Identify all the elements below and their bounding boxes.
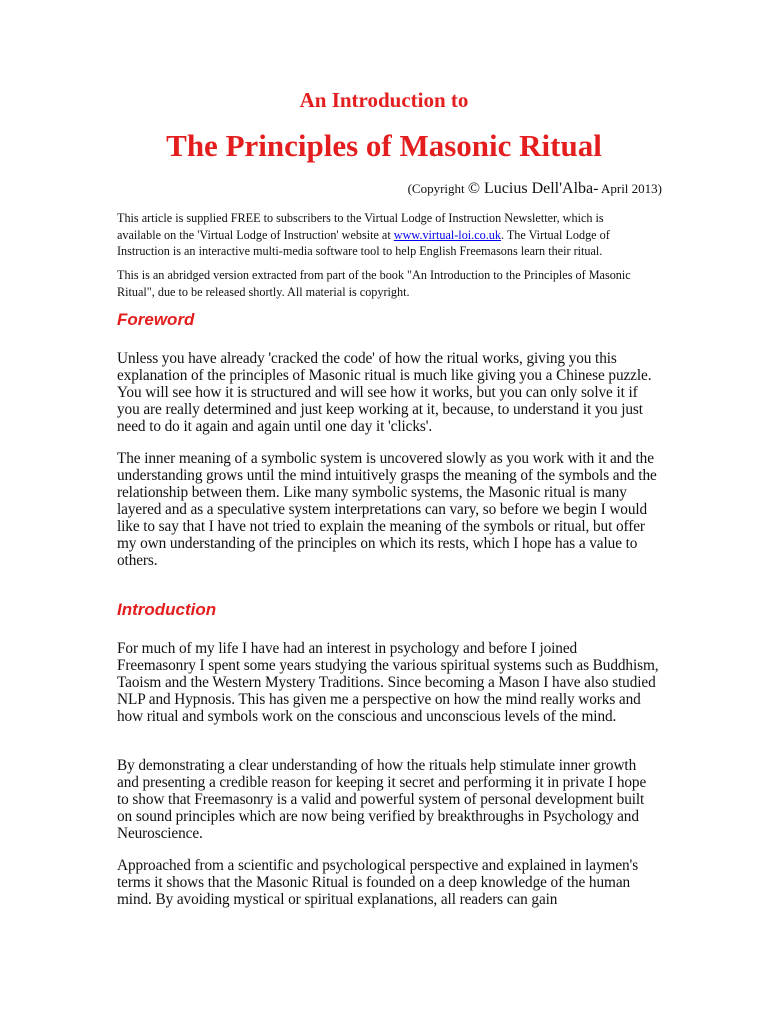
introduction-heading: Introduction (117, 600, 217, 619)
copyright-date: April 2013) (598, 181, 662, 196)
newsletter-note-text-end: . The Virtual Lodge of Instruction is an interactive multi-media software tool to help English Freemasons learn their ritual. (117, 227, 610, 258)
abridged-note: This is an abridged version extracted from part of the book "An Introduction to the Principles of Masonic Ritual", due to be released shortly. All material is copyright. (117, 268, 631, 299)
document-kicker: An Introduction to (299, 88, 469, 112)
introduction-paragraph-1: For much of my life I have had an interest in psychology and before I joined Freemasonry I spent some years studying the various spiritual systems such as Buddhism, Taoism and the Western Mystery Traditions. Since becoming a Mason I have also studied NLP and Hypnosis. This has given me a perspective on how the mind really works and how ritual and symbols work on the conscious and unconscious levels of the mind. (117, 640, 659, 725)
newsletter-note-text: This article is supplied FREE to subscribers to the Virtual Lodge of Instruction Newsletter, which is available on the 'Virtual Lodge of Instruction' website at (117, 211, 604, 242)
foreword-heading: Foreword (117, 310, 195, 329)
introduction-paragraph-2: By demonstrating a clear understanding of how the rituals help stimulate inner growth and presenting a credible reason for keeping it secret and performing it in private I hope to show that Freemasonry is a valid and powerful system of personal development built on sound principles which are now being verified by breakthroughs in Psychology and Neuroscience. (117, 757, 647, 842)
copyright-symbol: © (467, 180, 481, 197)
document-title: The Principles of Masonic Ritual (166, 128, 602, 163)
website-link[interactable]: www.virtual-loi.co.uk (393, 227, 501, 242)
copyright-author: Lucius Dell'Alba- (480, 180, 599, 197)
copyright-line (408, 180, 662, 198)
foreword-paragraph-1: Unless you have already 'cracked the code' of how the ritual works, giving you this explanation of the principles of Masonic ritual is much like giving you a Chinese puzzle. You will see how it is structured and will see how it works, but you can only solve it if you are really determined and just keep working at it, because, to understand it you just need to do it again and again until one day it 'clicks'. (117, 350, 652, 435)
copyright-open: (Copyright (407, 181, 468, 196)
foreword-paragraph-2: The inner meaning of a symbolic system is uncovered slowly as you work with it and the understanding grows until the mind intuitively grasps the meaning of the symbols and the relationship between them. Like many symbolic systems, the Masonic ritual is many layered and as a speculative system interpretations can vary, so before we begin I would like to say that I have not tried to explain the meaning of the symbols or ritual, but offer my own understanding of the principles on which its rests, which I hope has a value to others. (117, 450, 657, 569)
introduction-paragraph-3: Approached from a scientific and psychological perspective and explained in laymen's terms it shows that the Masonic Ritual is founded on a deep knowledge of the human mind. By avoiding mystical or spiritual explanations, all readers can gain (117, 857, 639, 908)
newsletter-note (117, 210, 647, 260)
